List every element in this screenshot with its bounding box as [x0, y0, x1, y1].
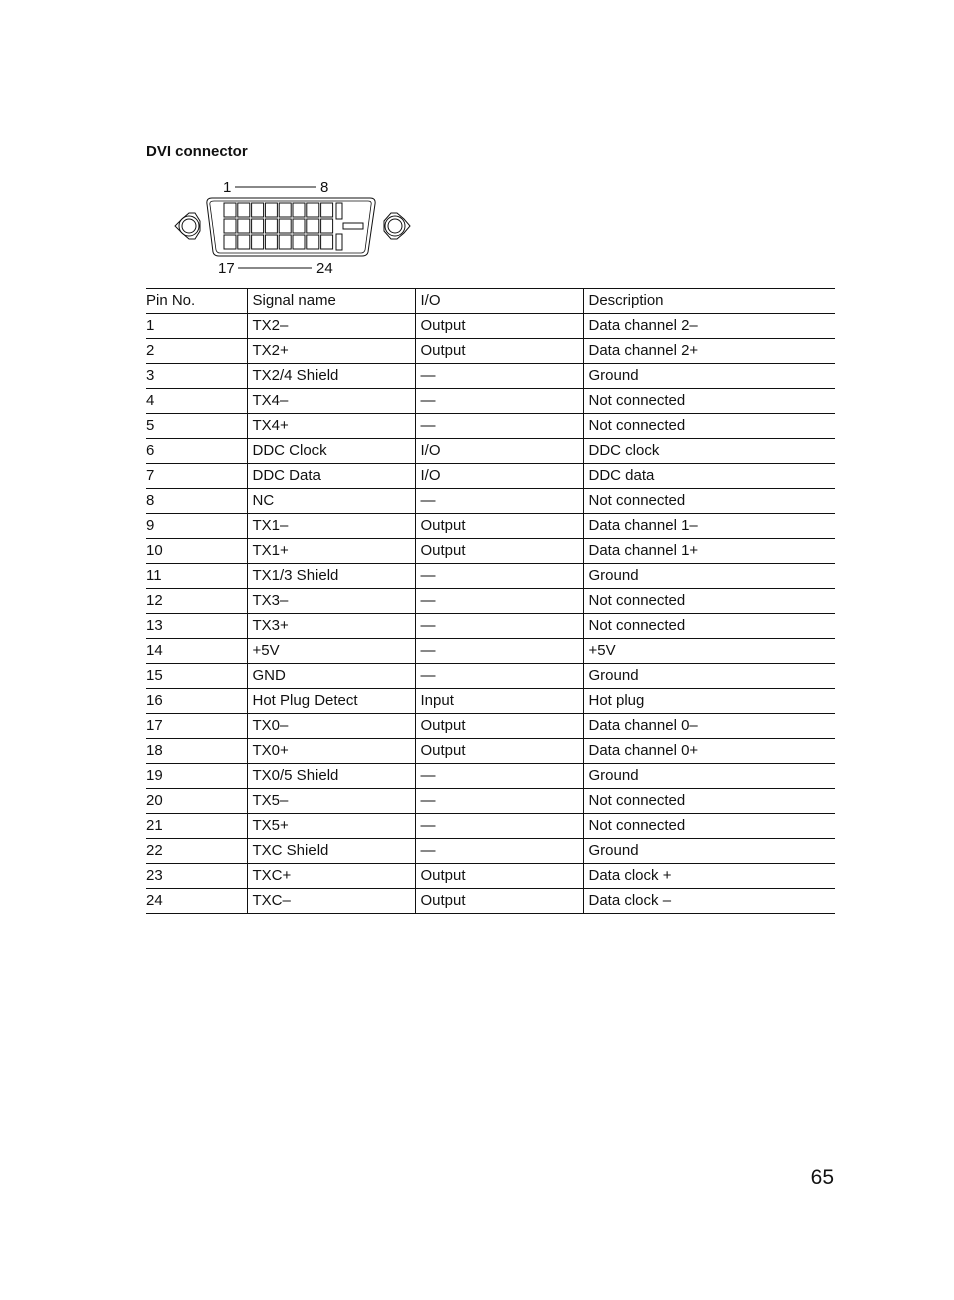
cell-io: — [415, 789, 583, 814]
pin-contact [224, 235, 236, 249]
pin-contact [307, 235, 319, 249]
cell-pin-no: 8 [146, 489, 247, 514]
table-row [146, 889, 835, 914]
pin-contact [279, 219, 291, 233]
cell-signal-name: TX2– [247, 314, 415, 339]
cell-signal-name: TXC Shield [247, 839, 415, 864]
pin-contact [265, 203, 277, 217]
pin-contact [252, 235, 264, 249]
key-blade [343, 223, 363, 229]
cell-pin-no: 17 [146, 714, 247, 739]
cell-description: Not connected [583, 614, 835, 639]
cell-description: Ground [583, 664, 835, 689]
table-row [146, 614, 835, 639]
cell-io: Input [415, 689, 583, 714]
pin-contact [307, 219, 319, 233]
cell-io: Output [415, 714, 583, 739]
cell-io: Output [415, 339, 583, 364]
pin-contact [321, 235, 333, 249]
connector-inner-shell [210, 201, 371, 253]
table-row [146, 364, 835, 389]
pin-contact [238, 235, 250, 249]
cell-pin-no: 23 [146, 864, 247, 889]
cell-description: Hot plug [583, 689, 835, 714]
cell-pin-no: 11 [146, 564, 247, 589]
cell-io: — [415, 364, 583, 389]
cell-pin-no: 22 [146, 839, 247, 864]
cell-signal-name: TX0– [247, 714, 415, 739]
cell-pin-no: 6 [146, 439, 247, 464]
cell-description: Ground [583, 764, 835, 789]
cell-description: Ground [583, 564, 835, 589]
pin-contact [224, 203, 236, 217]
cell-io: Output [415, 314, 583, 339]
table-row [146, 314, 835, 339]
section-title: DVI connector [146, 143, 248, 160]
cell-pin-no: 18 [146, 739, 247, 764]
pin-contact [238, 219, 250, 233]
cell-description: Not connected [583, 789, 835, 814]
key-slot-bottom [336, 234, 342, 250]
cell-description: Data channel 2+ [583, 339, 835, 364]
cell-pin-no: 9 [146, 514, 247, 539]
cell-signal-name: TX0+ [247, 739, 415, 764]
cell-description: Not connected [583, 389, 835, 414]
cell-signal-name: TX1/3 Shield [247, 564, 415, 589]
pin-contact [279, 203, 291, 217]
cell-pin-no: 15 [146, 664, 247, 689]
pin-label-17: 17 [218, 260, 235, 277]
cell-pin-no: 2 [146, 339, 247, 364]
pin-label-24: 24 [316, 260, 333, 277]
table-row [146, 714, 835, 739]
cell-description: DDC data [583, 464, 835, 489]
cell-signal-name: DDC Clock [247, 439, 415, 464]
cell-pin-no: 7 [146, 464, 247, 489]
dvi-connector-drawing [170, 172, 420, 280]
pin-label-8: 8 [320, 179, 329, 196]
cell-io: I/O [415, 439, 583, 464]
pin-contact [293, 235, 305, 249]
header-pin-no: Pin No. [146, 289, 247, 314]
table-row [146, 514, 835, 539]
cell-description: Not connected [583, 414, 835, 439]
cell-io: Output [415, 864, 583, 889]
cell-signal-name: TX2+ [247, 339, 415, 364]
cell-pin-no: 3 [146, 364, 247, 389]
cell-signal-name: TX5– [247, 789, 415, 814]
cell-description: Data clock – [583, 889, 835, 914]
table-row [146, 414, 835, 439]
right-screw-icon [384, 213, 410, 239]
cell-pin-no: 10 [146, 539, 247, 564]
cell-signal-name: TX1– [247, 514, 415, 539]
table-row [146, 439, 835, 464]
table-row [146, 839, 835, 864]
cell-description: Ground [583, 839, 835, 864]
cell-signal-name: NC [247, 489, 415, 514]
cell-pin-no: 16 [146, 689, 247, 714]
cell-signal-name: TX3+ [247, 614, 415, 639]
cell-io: Output [415, 889, 583, 914]
cell-io: Output [415, 739, 583, 764]
left-screw-icon [175, 213, 200, 239]
cell-description: +5V [583, 639, 835, 664]
cell-signal-name: TX5+ [247, 814, 415, 839]
cell-io: Output [415, 514, 583, 539]
header-signal-name: Signal name [247, 289, 415, 314]
pin-contact [252, 219, 264, 233]
table-header-row [146, 289, 835, 314]
pin-label-1: 1 [223, 179, 232, 196]
cell-pin-no: 19 [146, 764, 247, 789]
cell-io: — [415, 414, 583, 439]
cell-signal-name: TX1+ [247, 539, 415, 564]
cell-signal-name: +5V [247, 639, 415, 664]
cell-signal-name: GND [247, 664, 415, 689]
table-row [146, 489, 835, 514]
cell-description: Data channel 2– [583, 314, 835, 339]
cell-description: DDC clock [583, 439, 835, 464]
cell-io: — [415, 489, 583, 514]
header-io: I/O [415, 289, 583, 314]
cell-signal-name: TX3– [247, 589, 415, 614]
cell-description: Data channel 0+ [583, 739, 835, 764]
table-row [146, 739, 835, 764]
table-row [146, 589, 835, 614]
table-row [146, 564, 835, 589]
cell-pin-no: 20 [146, 789, 247, 814]
pin-grid [224, 203, 333, 249]
cell-io: — [415, 614, 583, 639]
cell-io: — [415, 564, 583, 589]
cell-pin-no: 13 [146, 614, 247, 639]
table-row [146, 689, 835, 714]
dvi-connector-diagram [170, 172, 420, 280]
header-description: Description [583, 289, 835, 314]
pin-contact [293, 203, 305, 217]
pin-contact [252, 203, 264, 217]
pin-assignment-table [146, 288, 835, 914]
table-row [146, 864, 835, 889]
cell-signal-name: TX4– [247, 389, 415, 414]
cell-description: Data channel 0– [583, 714, 835, 739]
cell-io: Output [415, 539, 583, 564]
key-slot-top [336, 203, 342, 219]
cell-signal-name: Hot Plug Detect [247, 689, 415, 714]
cell-signal-name: TXC+ [247, 864, 415, 889]
cell-pin-no: 14 [146, 639, 247, 664]
pin-contact [224, 219, 236, 233]
cell-description: Not connected [583, 814, 835, 839]
cell-io: — [415, 589, 583, 614]
table-row [146, 664, 835, 689]
table-row [146, 464, 835, 489]
cell-description: Data channel 1– [583, 514, 835, 539]
cell-io: — [415, 814, 583, 839]
table-row [146, 389, 835, 414]
cell-pin-no: 1 [146, 314, 247, 339]
pin-contact [321, 203, 333, 217]
cell-io: — [415, 389, 583, 414]
cell-pin-no: 24 [146, 889, 247, 914]
cell-signal-name: TXC– [247, 889, 415, 914]
cell-description: Not connected [583, 589, 835, 614]
table-body [146, 314, 835, 914]
table-row [146, 639, 835, 664]
cell-pin-no: 21 [146, 814, 247, 839]
cell-signal-name: TX2/4 Shield [247, 364, 415, 389]
pin-contact [238, 203, 250, 217]
table-row [146, 789, 835, 814]
pin-contact [321, 219, 333, 233]
cell-pin-no: 4 [146, 389, 247, 414]
table-row [146, 764, 835, 789]
pin-contact [265, 235, 277, 249]
cell-description: Not connected [583, 489, 835, 514]
table-row [146, 814, 835, 839]
cell-io: — [415, 664, 583, 689]
pin-contact [265, 219, 277, 233]
cell-pin-no: 5 [146, 414, 247, 439]
pin-contact [307, 203, 319, 217]
cell-io: — [415, 764, 583, 789]
cell-description: Data channel 1+ [583, 539, 835, 564]
cell-pin-no: 12 [146, 589, 247, 614]
cell-signal-name: TX4+ [247, 414, 415, 439]
cell-description: Data clock + [583, 864, 835, 889]
cell-signal-name: DDC Data [247, 464, 415, 489]
table-row [146, 539, 835, 564]
pin-contact [293, 219, 305, 233]
cell-io: — [415, 639, 583, 664]
pin-contact [279, 235, 291, 249]
cell-description: Ground [583, 364, 835, 389]
page-number: 65 [810, 1166, 834, 1189]
cell-io: — [415, 839, 583, 864]
cell-signal-name: TX0/5 Shield [247, 764, 415, 789]
table-row [146, 339, 835, 364]
cell-io: I/O [415, 464, 583, 489]
